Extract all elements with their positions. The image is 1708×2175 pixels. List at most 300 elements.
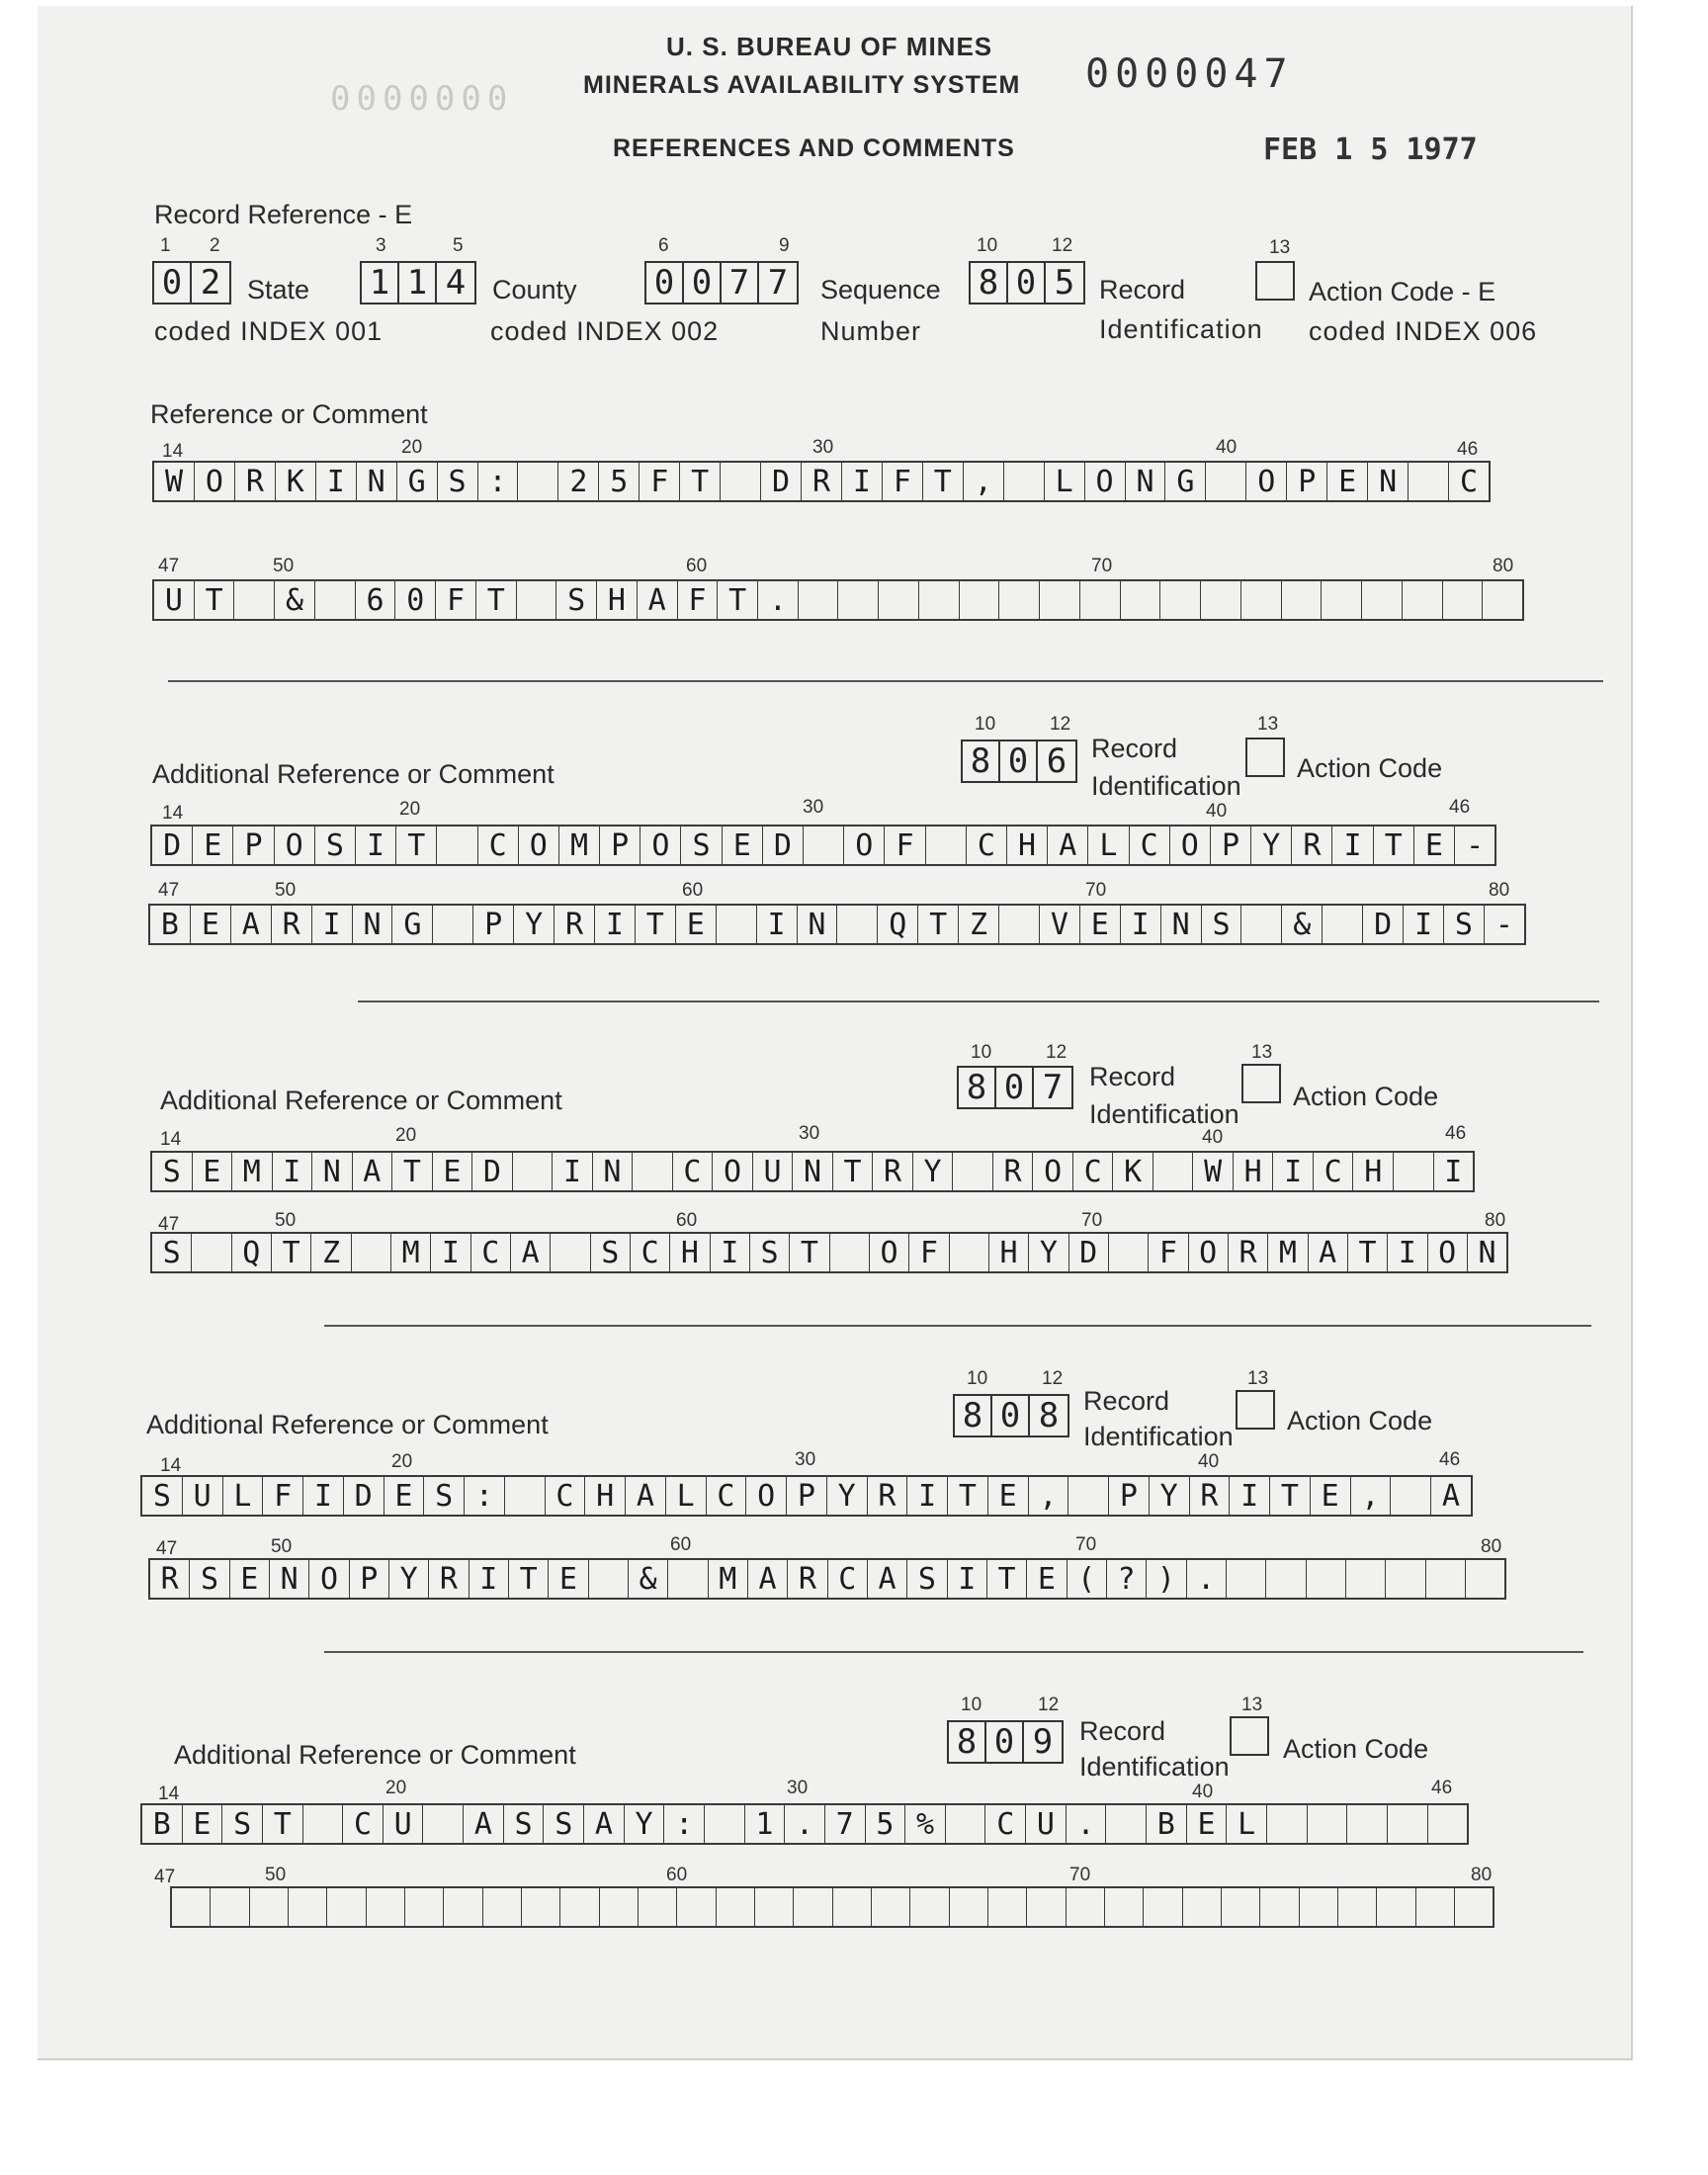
char-cell[interactable]: P — [1287, 463, 1327, 500]
char-cell[interactable] — [1416, 1888, 1455, 1926]
char-cell[interactable] — [1391, 1477, 1431, 1515]
char-cell[interactable]: I — [842, 463, 883, 500]
char-cell[interactable]: H — [670, 1234, 710, 1271]
char-cell[interactable]: Z — [311, 1234, 351, 1271]
record-id-boxes[interactable] — [947, 1720, 1064, 1764]
char-cell[interactable]: E — [1414, 826, 1455, 864]
digit-box[interactable]: 0 — [646, 263, 684, 303]
char-cell[interactable] — [1300, 1888, 1338, 1926]
digit-box[interactable]: 6 — [1046, 741, 1068, 781]
char-cell[interactable]: B — [1147, 1805, 1187, 1843]
record-id-boxes[interactable] — [957, 1066, 1073, 1109]
char-cell[interactable]: T — [923, 463, 964, 500]
char-cell[interactable]: Y — [1029, 1234, 1068, 1271]
char-cell[interactable] — [405, 1888, 444, 1926]
char-cell[interactable]: I — [1444, 1155, 1463, 1189]
char-cell[interactable]: F — [640, 463, 680, 500]
char-cell[interactable]: O — [275, 826, 315, 864]
char-cell[interactable]: E — [183, 1805, 223, 1843]
char-cell[interactable]: C — [478, 826, 519, 864]
char-cell[interactable]: . — [1067, 1805, 1107, 1843]
comment-row[interactable] — [150, 825, 1496, 866]
char-cell[interactable]: D — [152, 826, 193, 864]
action-code-box[interactable] — [1236, 1390, 1275, 1430]
char-cell[interactable]: F — [1149, 1234, 1188, 1271]
char-cell[interactable]: S — [591, 1234, 631, 1271]
char-cell[interactable]: E — [193, 826, 233, 864]
char-cell[interactable]: A — [464, 1805, 504, 1843]
digit-box[interactable]: 1 — [362, 263, 399, 303]
char-cell[interactable]: M — [559, 826, 600, 864]
char-cell[interactable]: P — [1109, 1477, 1150, 1515]
comment-row[interactable] — [170, 1886, 1494, 1928]
char-cell[interactable]: A — [626, 1477, 666, 1515]
char-cell[interactable]: H — [989, 1234, 1029, 1271]
char-cell[interactable]: R — [1229, 1234, 1268, 1271]
char-cell[interactable]: I — [431, 1234, 470, 1271]
char-cell[interactable]: T — [833, 1153, 874, 1190]
char-cell[interactable]: C — [967, 826, 1007, 864]
char-cell[interactable]: - — [1466, 828, 1485, 863]
char-cell[interactable]: R — [235, 463, 276, 500]
char-cell[interactable] — [1409, 463, 1449, 500]
digit-box[interactable]: 8 — [955, 1396, 992, 1436]
char-cell[interactable]: N — [357, 463, 397, 500]
char-cell[interactable]: H — [1353, 1153, 1394, 1190]
char-cell[interactable]: V — [1040, 906, 1080, 943]
char-cell[interactable] — [950, 1888, 988, 1926]
char-cell[interactable]: C — [673, 1153, 714, 1190]
char-cell[interactable] — [999, 906, 1040, 943]
char-cell[interactable] — [1443, 581, 1484, 619]
char-cell[interactable]: E — [1080, 906, 1121, 943]
char-cell[interactable]: E — [191, 906, 231, 943]
char-cell[interactable]: I — [312, 906, 353, 943]
char-cell[interactable]: A — [1048, 826, 1088, 864]
char-cell[interactable]: N — [1126, 463, 1166, 500]
char-cell[interactable] — [721, 463, 761, 500]
char-cell[interactable] — [1227, 1560, 1266, 1598]
char-cell[interactable]: E — [193, 1153, 233, 1190]
char-cell[interactable]: C — [471, 1234, 511, 1271]
char-cell[interactable]: T — [987, 1560, 1027, 1598]
char-cell[interactable]: N — [312, 1153, 353, 1190]
char-cell[interactable]: R — [272, 906, 312, 943]
char-cell[interactable]: S — [544, 1805, 584, 1843]
char-cell[interactable] — [1080, 581, 1121, 619]
char-cell[interactable]: R — [150, 1560, 190, 1598]
char-cell[interactable]: E — [230, 1560, 270, 1598]
char-cell[interactable]: P — [233, 826, 274, 864]
digit-box[interactable]: 5 — [1054, 263, 1075, 303]
char-cell[interactable] — [872, 1888, 910, 1926]
char-cell[interactable] — [833, 1888, 872, 1926]
char-cell[interactable] — [367, 1888, 405, 1926]
char-cell[interactable]: 6 — [356, 581, 396, 619]
char-cell[interactable] — [953, 1153, 993, 1190]
record-id-boxes[interactable] — [969, 261, 1085, 304]
char-cell[interactable]: O — [1085, 463, 1126, 500]
digit-box[interactable]: 8 — [963, 741, 1000, 781]
char-cell[interactable]: O — [1033, 1153, 1073, 1190]
char-cell[interactable]: I — [948, 1560, 987, 1598]
char-cell[interactable]: A — [353, 1153, 393, 1190]
char-cell[interactable]: H — [597, 581, 638, 619]
char-cell[interactable]: T — [1348, 1234, 1388, 1271]
comment-row[interactable] — [140, 1803, 1469, 1845]
char-cell[interactable] — [960, 581, 1000, 619]
char-cell[interactable]: K — [1113, 1153, 1153, 1190]
char-cell[interactable] — [926, 826, 967, 864]
char-cell[interactable]: P — [350, 1560, 389, 1598]
char-cell[interactable] — [352, 1234, 391, 1271]
char-cell[interactable]: A — [638, 581, 678, 619]
char-cell[interactable] — [1183, 1888, 1222, 1926]
char-cell[interactable]: D — [344, 1477, 384, 1515]
char-cell[interactable] — [1241, 906, 1282, 943]
char-cell[interactable]: 1 — [745, 1805, 786, 1843]
char-cell[interactable] — [600, 1888, 639, 1926]
char-cell[interactable]: N — [1478, 1236, 1496, 1270]
record-id-boxes[interactable] — [961, 740, 1077, 783]
char-cell[interactable]: I — [1121, 906, 1161, 943]
char-cell[interactable]: R — [1190, 1477, 1231, 1515]
char-cell[interactable] — [517, 581, 557, 619]
char-cell[interactable] — [1222, 1888, 1260, 1926]
char-cell[interactable]: E — [988, 1477, 1029, 1515]
char-cell[interactable] — [1323, 906, 1363, 943]
digit-box[interactable]: 7 — [722, 263, 759, 303]
char-cell[interactable] — [999, 581, 1040, 619]
char-cell[interactable] — [192, 1234, 231, 1271]
char-cell[interactable] — [1394, 1153, 1434, 1190]
char-cell[interactable]: M — [232, 1153, 273, 1190]
char-cell[interactable]: G — [1165, 463, 1206, 500]
char-cell[interactable]: R — [868, 1477, 908, 1515]
comment-row[interactable] — [152, 461, 1491, 502]
char-cell[interactable]: T — [918, 906, 959, 943]
char-cell[interactable]: F — [885, 826, 925, 864]
char-cell[interactable]: U — [183, 1477, 223, 1515]
char-cell[interactable]: C — [1130, 826, 1170, 864]
char-cell[interactable]: U — [384, 1805, 424, 1843]
char-cell[interactable]: & — [1282, 906, 1323, 943]
char-cell[interactable]: H — [585, 1477, 626, 1515]
char-cell[interactable]: C — [1314, 1153, 1354, 1190]
char-cell[interactable]: , — [1351, 1477, 1392, 1515]
char-cell[interactable]: M — [709, 1560, 748, 1598]
digit-box[interactable]: 8 — [1038, 1396, 1060, 1436]
char-cell[interactable]: I — [1273, 1153, 1314, 1190]
char-cell[interactable]: O — [870, 1234, 909, 1271]
char-cell[interactable]: T — [790, 1234, 829, 1271]
char-cell[interactable] — [1153, 1153, 1194, 1190]
char-cell[interactable] — [717, 906, 757, 943]
char-cell[interactable] — [1106, 1805, 1147, 1843]
char-cell[interactable] — [837, 906, 878, 943]
digit-box[interactable]: 0 — [1008, 263, 1046, 303]
char-cell[interactable]: N — [353, 906, 393, 943]
char-cell[interactable]: P — [1211, 826, 1251, 864]
char-cell[interactable]: O — [746, 1477, 787, 1515]
comment-row[interactable] — [148, 1558, 1506, 1600]
char-cell[interactable] — [560, 1888, 599, 1926]
char-cell[interactable]: A — [231, 906, 272, 943]
char-cell[interactable]: S — [424, 1477, 465, 1515]
char-cell[interactable]: T — [263, 1805, 303, 1843]
char-cell[interactable]: E — [433, 1153, 473, 1190]
char-cell[interactable] — [513, 1153, 554, 1190]
char-cell[interactable] — [1067, 1888, 1105, 1926]
char-cell[interactable]: I — [711, 1234, 750, 1271]
char-cell[interactable]: G — [392, 906, 433, 943]
char-cell[interactable]: N — [1368, 463, 1409, 500]
digit-box[interactable]: 0 — [986, 1722, 1024, 1762]
char-cell[interactable]: T — [1270, 1477, 1311, 1515]
char-cell[interactable]: L — [666, 1477, 707, 1515]
char-cell[interactable] — [705, 1805, 745, 1843]
char-cell[interactable]: L — [1227, 1805, 1267, 1843]
char-cell[interactable]: S — [504, 1805, 545, 1843]
state-code-boxes[interactable] — [152, 261, 231, 304]
char-cell[interactable]: S — [556, 581, 597, 619]
char-cell[interactable]: G — [397, 463, 438, 500]
char-cell[interactable] — [289, 1888, 327, 1926]
char-cell[interactable]: N — [593, 1153, 634, 1190]
char-cell[interactable]: R — [873, 1153, 913, 1190]
char-cell[interactable]: A — [511, 1234, 551, 1271]
char-cell[interactable] — [1338, 1888, 1377, 1926]
char-cell[interactable] — [1121, 581, 1161, 619]
char-cell[interactable]: . — [1187, 1560, 1227, 1598]
char-cell[interactable]: & — [629, 1560, 668, 1598]
char-cell[interactable]: F — [263, 1477, 303, 1515]
char-cell[interactable] — [250, 1888, 289, 1926]
char-cell[interactable] — [1322, 581, 1362, 619]
char-cell[interactable]: S — [152, 1153, 193, 1190]
char-cell[interactable]: H — [1007, 826, 1048, 864]
char-cell[interactable] — [1403, 581, 1443, 619]
char-cell[interactable]: T — [718, 581, 758, 619]
char-cell[interactable] — [1266, 1560, 1306, 1598]
char-cell[interactable]: D — [763, 826, 804, 864]
char-cell[interactable]: Q — [232, 1234, 272, 1271]
char-cell[interactable] — [1388, 1805, 1428, 1843]
char-cell[interactable] — [1004, 463, 1045, 500]
char-cell[interactable] — [668, 1560, 708, 1598]
char-cell[interactable] — [551, 1234, 590, 1271]
char-cell[interactable]: I — [316, 463, 357, 500]
char-cell[interactable]: C — [546, 1477, 586, 1515]
county-code-boxes[interactable] — [360, 261, 476, 304]
sequence-number-boxes[interactable] — [644, 261, 799, 304]
char-cell[interactable]: E — [676, 906, 717, 943]
char-cell[interactable]: I — [470, 1560, 509, 1598]
char-cell[interactable]: S — [907, 1560, 947, 1598]
char-cell[interactable]: F — [909, 1234, 949, 1271]
char-cell[interactable] — [1455, 1888, 1493, 1926]
char-cell[interactable] — [1426, 1560, 1466, 1598]
char-cell[interactable]: L — [1088, 826, 1129, 864]
char-cell[interactable]: O — [640, 826, 681, 864]
char-cell[interactable] — [1144, 1888, 1182, 1926]
char-cell[interactable] — [639, 1888, 677, 1926]
char-cell[interactable]: E — [384, 1477, 425, 1515]
char-cell[interactable]: E — [1027, 1560, 1067, 1598]
char-cell[interactable]: I — [907, 1477, 948, 1515]
char-cell[interactable]: N — [270, 1560, 309, 1598]
char-cell[interactable]: T — [392, 1153, 433, 1190]
char-cell[interactable]: : — [478, 463, 519, 500]
char-cell[interactable]: : — [664, 1805, 705, 1843]
comment-row[interactable] — [140, 1475, 1473, 1517]
char-cell[interactable]: T — [1374, 826, 1414, 864]
char-cell[interactable]: S — [1444, 906, 1485, 943]
char-cell[interactable]: , — [964, 463, 1004, 500]
char-cell[interactable]: U — [1026, 1805, 1067, 1843]
char-cell[interactable]: C — [343, 1805, 384, 1843]
char-cell[interactable]: E — [1311, 1477, 1351, 1515]
char-cell[interactable]: ( — [1068, 1560, 1107, 1598]
char-cell[interactable]: R — [993, 1153, 1034, 1190]
char-cell[interactable]: T — [636, 906, 676, 943]
char-cell[interactable]: A — [1309, 1234, 1348, 1271]
char-cell[interactable]: 0 — [395, 581, 436, 619]
char-cell[interactable]: I — [356, 826, 396, 864]
char-cell[interactable]: O — [1189, 1234, 1229, 1271]
char-cell[interactable]: Z — [959, 906, 999, 943]
char-cell[interactable]: , — [1029, 1477, 1069, 1515]
char-cell[interactable] — [437, 826, 477, 864]
char-cell[interactable]: C — [631, 1234, 670, 1271]
char-cell[interactable]: E — [1327, 463, 1368, 500]
char-cell[interactable]: 5 — [866, 1805, 906, 1843]
char-cell[interactable] — [303, 1805, 344, 1843]
char-cell[interactable]: T — [680, 463, 721, 500]
char-cell[interactable]: H — [1234, 1153, 1274, 1190]
char-cell[interactable]: I — [1332, 826, 1373, 864]
char-cell[interactable]: 5 — [599, 463, 640, 500]
char-cell[interactable]: E — [723, 826, 763, 864]
char-cell[interactable]: L — [223, 1477, 264, 1515]
char-cell[interactable] — [950, 1234, 989, 1271]
char-cell[interactable] — [444, 1888, 482, 1926]
char-cell[interactable]: T — [195, 581, 235, 619]
char-cell[interactable]: T — [272, 1234, 311, 1271]
action-code-box[interactable] — [1245, 738, 1285, 777]
char-cell[interactable]: I — [273, 1153, 313, 1190]
char-cell[interactable] — [483, 1888, 522, 1926]
char-cell[interactable]: E — [1187, 1805, 1228, 1843]
char-cell[interactable]: O — [1428, 1234, 1468, 1271]
char-cell[interactable]: O — [195, 463, 235, 500]
char-cell[interactable]: R — [555, 906, 595, 943]
char-cell[interactable]: M — [1268, 1234, 1308, 1271]
char-cell[interactable] — [919, 581, 960, 619]
char-cell[interactable]: O — [713, 1153, 753, 1190]
char-cell[interactable] — [1206, 463, 1246, 500]
char-cell[interactable] — [1260, 1888, 1299, 1926]
char-cell[interactable]: P — [473, 906, 514, 943]
digit-box[interactable]: 0 — [1000, 741, 1038, 781]
char-cell[interactable] — [433, 906, 473, 943]
digit-box[interactable]: 9 — [1032, 1722, 1054, 1762]
char-cell[interactable] — [1027, 1888, 1066, 1926]
action-code-box[interactable] — [1255, 261, 1295, 301]
char-cell[interactable]: S — [222, 1805, 263, 1843]
char-cell[interactable]: S — [190, 1560, 229, 1598]
char-cell[interactable] — [1160, 581, 1201, 619]
char-cell[interactable]: Y — [389, 1560, 429, 1598]
char-cell[interactable]: 7 — [825, 1805, 866, 1843]
char-cell[interactable]: A — [584, 1805, 625, 1843]
char-cell[interactable]: C — [707, 1477, 747, 1515]
char-cell[interactable] — [1483, 581, 1522, 619]
char-cell[interactable] — [589, 1560, 629, 1598]
char-cell[interactable]: I — [757, 906, 798, 943]
char-cell[interactable]: O — [309, 1560, 349, 1598]
char-cell[interactable]: N — [798, 906, 838, 943]
char-cell[interactable]: I — [595, 906, 636, 943]
char-cell[interactable] — [799, 581, 839, 619]
char-cell[interactable] — [423, 1805, 464, 1843]
char-cell[interactable]: P — [600, 826, 640, 864]
char-cell[interactable]: N — [1161, 906, 1202, 943]
char-cell[interactable]: L — [1045, 463, 1085, 500]
char-cell[interactable]: ) — [1147, 1560, 1186, 1598]
char-cell[interactable] — [1347, 1805, 1388, 1843]
char-cell[interactable]: Y — [1150, 1477, 1190, 1515]
char-cell[interactable]: I — [303, 1477, 344, 1515]
char-cell[interactable]: P — [787, 1477, 827, 1515]
char-cell[interactable]: N — [793, 1153, 833, 1190]
char-cell[interactable]: S — [1202, 906, 1242, 943]
char-cell[interactable]: . — [758, 581, 799, 619]
char-cell[interactable] — [838, 581, 879, 619]
char-cell[interactable] — [830, 1234, 870, 1271]
char-cell[interactable]: A — [1441, 1479, 1460, 1514]
char-cell[interactable] — [1201, 581, 1241, 619]
char-cell[interactable]: I — [1230, 1477, 1270, 1515]
char-cell[interactable]: O — [1246, 463, 1287, 500]
char-cell[interactable] — [988, 1888, 1027, 1926]
char-cell[interactable]: R — [802, 463, 842, 500]
char-cell[interactable] — [717, 1888, 755, 1926]
char-cell[interactable]: A — [748, 1560, 788, 1598]
digit-box[interactable]: 0 — [684, 263, 722, 303]
char-cell[interactable] — [1040, 581, 1080, 619]
char-cell[interactable] — [1346, 1560, 1386, 1598]
char-cell[interactable] — [234, 581, 275, 619]
digit-box[interactable]: 2 — [200, 263, 221, 303]
char-cell[interactable] — [1068, 1477, 1109, 1515]
comment-row[interactable] — [150, 1151, 1475, 1192]
char-cell[interactable]: F — [436, 581, 476, 619]
char-cell[interactable]: D — [472, 1153, 513, 1190]
char-cell[interactable] — [946, 1805, 986, 1843]
char-cell[interactable] — [327, 1888, 366, 1926]
digit-box[interactable]: 4 — [445, 263, 467, 303]
char-cell[interactable]: I — [1388, 1234, 1427, 1271]
char-cell[interactable] — [1308, 1805, 1348, 1843]
action-code-box[interactable] — [1241, 1064, 1281, 1103]
char-cell[interactable]: K — [276, 463, 316, 500]
char-cell[interactable]: U — [154, 581, 195, 619]
char-cell[interactable] — [804, 826, 844, 864]
char-cell[interactable]: T — [509, 1560, 549, 1598]
char-cell[interactable]: Y — [625, 1805, 665, 1843]
char-cell[interactable]: W — [154, 463, 195, 500]
